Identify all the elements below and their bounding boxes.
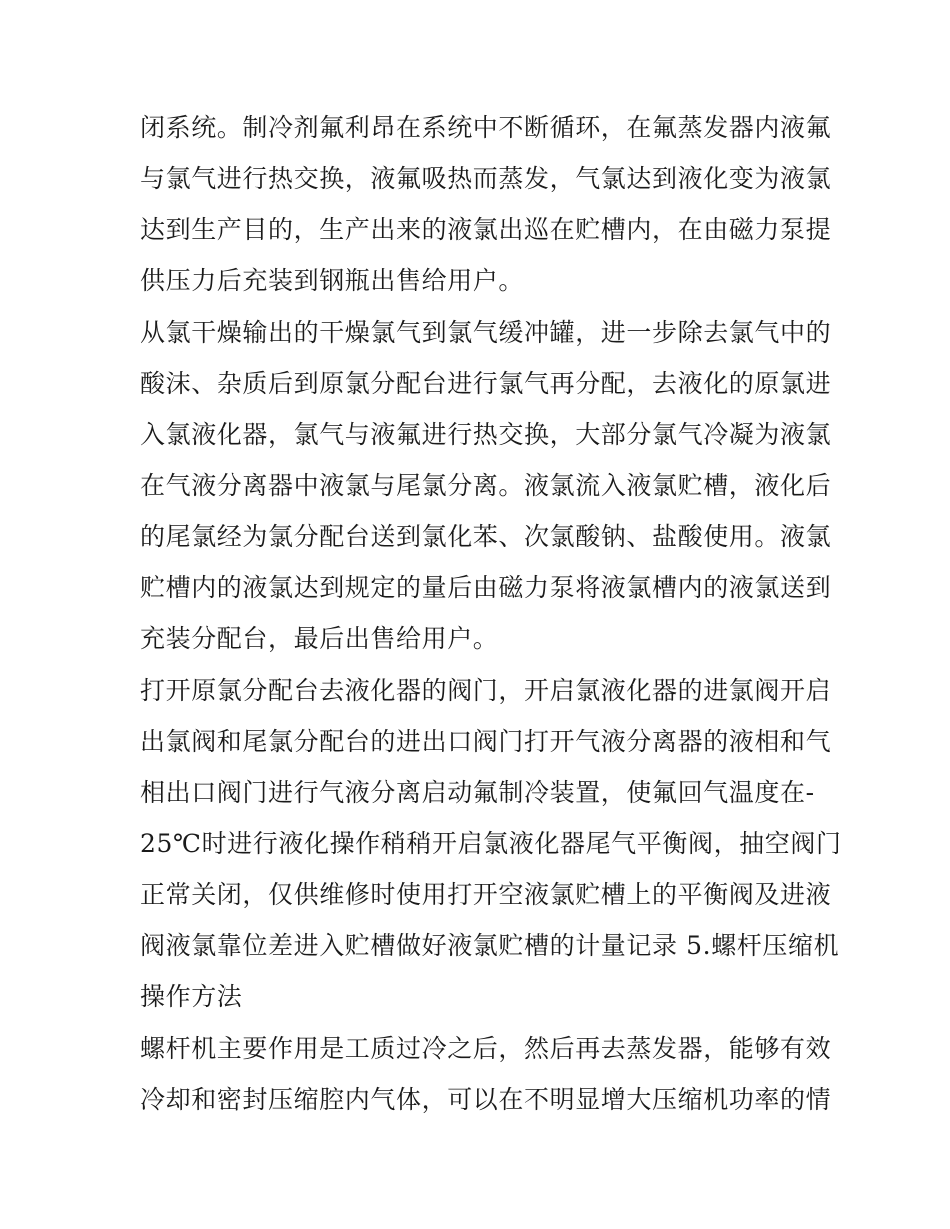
text-line: 阀液氯靠位差进入贮槽做好液氯贮槽的计量记录 5.螺杆压缩机	[140, 931, 840, 960]
text-line: 在气液分离器中液氯与尾氯分离。液氯流入液氯贮槽，液化后	[140, 471, 832, 500]
text-line: 冷却和密封压缩腔内气体，可以在不明显增大压缩机功率的情	[140, 1085, 832, 1114]
text-line: 充装分配台，最后出售给用户。	[140, 624, 499, 653]
paragraph-3	[140, 665, 842, 1022]
text-line: 出氯阀和尾氯分配台的进出口阀门打开气液分离器的液相和气	[140, 727, 832, 756]
text-line: 酸沫、杂质后到原氯分配台进行氯气再分配，去液化的原氯进	[140, 369, 832, 398]
paragraph-1	[140, 102, 832, 306]
text-line: 25℃时进行液化操作稍稍开启氯液化器尾气平衡阀，抽空阀门	[140, 829, 842, 858]
text-line: 与氯气进行热交换，液氟吸热而蒸发，气氯达到液化变为液氯	[140, 164, 832, 193]
paragraph-4	[140, 1023, 832, 1125]
paragraph-2	[140, 307, 832, 664]
text-line: 入氯液化器，氯气与液氟进行热交换，大部分氯气冷凝为液氯	[140, 420, 832, 449]
text-line: 供压力后充装到钢瓶出售给用户。	[140, 266, 525, 295]
text-line: 从氯干燥输出的干燥氯气到氯气缓冲罐，进一步除去氯气中的	[140, 318, 832, 347]
text-line: 达到生产目的，生产出来的液氯出巡在贮槽内，在由磁力泵提	[140, 215, 832, 244]
text-line: 相出口阀门进行气液分离启动氟制冷装置，使氟回气温度在-	[140, 778, 815, 807]
text-line: 螺杆机主要作用是工质过冷之后，然后再去蒸发器，能够有效	[140, 1034, 832, 1063]
text-line: 正常关闭，仅供维修时使用打开空液氯贮槽上的平衡阀及进液	[140, 880, 832, 909]
text-line: 贮槽内的液氯达到规定的量后由磁力泵将液氯槽内的液氯送到	[140, 573, 832, 602]
document-body	[140, 102, 842, 1125]
text-line: 闭系统。制冷剂氟利昂在系统中不断循环，在氟蒸发器内液氟	[140, 113, 832, 142]
text-line: 打开原氯分配台去液化器的阀门，开启氯液化器的进氯阀开启	[140, 676, 832, 705]
text-line: 的尾氯经为氯分配台送到氯化苯、次氯酸钠、盐酸使用。液氯	[140, 522, 832, 551]
text-line: 操作方法	[140, 982, 243, 1011]
